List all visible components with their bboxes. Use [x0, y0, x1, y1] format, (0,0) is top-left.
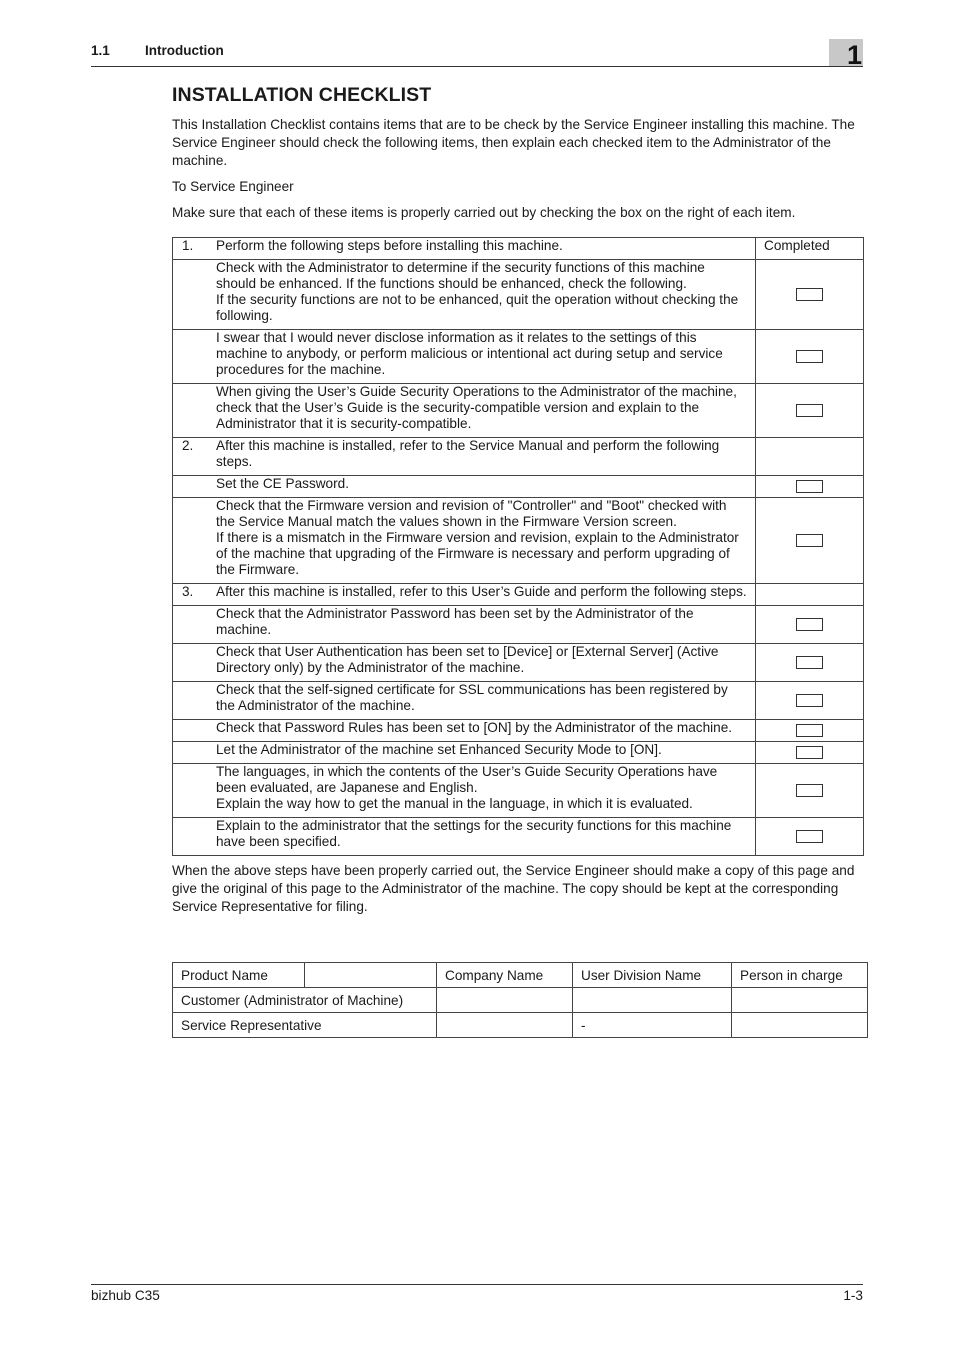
installation-checklist-table	[172, 237, 864, 856]
instruction-paragraph: Make sure that each of these items is properly carried out by checking the box on the right of each item.	[172, 205, 796, 220]
checklist-item-text: Check that the Firmware version and revision of "Controller" and "Boot" checked with the Service Manual match the values shown in the Firmware Version screen. If there is a mismatch in the Firmware version and revision, explain to the Administrator of the machine that upgrading of the Firmware is necessary and perform upgrading of the Firmware.	[216, 498, 739, 577]
checklist-item-cell	[173, 384, 756, 438]
checklist-item-cell	[173, 606, 756, 644]
checklist-item-text: I swear that I would never disclose information as it relates to the settings of this machine to anybody, or perform malicious or intentional act during setup and service procedures for the machine.	[216, 330, 723, 377]
completed-checkbox[interactable]	[796, 746, 823, 759]
table-row	[173, 742, 864, 764]
table-row	[173, 238, 864, 260]
product-name-label: Product Name	[173, 963, 305, 988]
intro-paragraph: This Installation Checklist contains items that are to be check by the Service Engineer installing this machine. The Service Engineer should check the following items, then explain each checked item to the Administrator of the machine.	[172, 117, 855, 168]
checklist-item-cell	[173, 742, 756, 764]
table-row	[173, 498, 864, 584]
completed-cell: Completed	[756, 238, 864, 260]
user-division-header: User Division Name	[573, 963, 732, 988]
checklist-item-text: When giving the User’s Guide Security Operations to the Administrator of the machine, check that the User’s Guide is the security-compatible version and explain to the Administrator that it is security-compatible.	[216, 384, 737, 431]
completed-checkbox[interactable]	[796, 784, 823, 797]
footer-page-number: 1-3	[843, 1288, 863, 1303]
completed-checkbox[interactable]	[796, 288, 823, 301]
table-row	[173, 764, 864, 818]
checklist-item-text: The languages, in which the contents of the User’s Guide Security Operations have been evaluated, are Japanese and English. Explain the way how to get the manual in the language, in which it is evaluated.	[216, 764, 718, 811]
service-rep-company-cell[interactable]	[437, 1013, 573, 1038]
completed-cell	[756, 720, 864, 742]
table-row	[173, 384, 864, 438]
completed-cell	[756, 330, 864, 384]
completed-cell	[756, 606, 864, 644]
checklist-item-cell	[173, 682, 756, 720]
checklist-item-cell	[173, 330, 756, 384]
checklist-item-text: Set the CE Password.	[216, 476, 349, 491]
signature-table	[172, 962, 868, 1038]
checklist-item-cell	[173, 498, 756, 584]
completed-checkbox[interactable]	[796, 830, 823, 843]
checklist-item-text: Explain to the administrator that the settings for the security functions for this machine have been specified.	[216, 818, 732, 849]
table-row	[173, 1013, 868, 1038]
table-row	[173, 988, 868, 1013]
completed-cell	[756, 644, 864, 682]
table-row	[173, 963, 868, 988]
checklist-item-cell	[173, 764, 756, 818]
chapter-number: 1	[846, 40, 862, 70]
checklist-item-text: After this machine is installed, refer to this User’s Guide and perform the following steps.	[216, 584, 747, 599]
completed-cell	[756, 742, 864, 764]
completed-cell	[756, 438, 864, 476]
checklist-item-text: Let the Administrator of the machine set Enhanced Security Mode to [ON].	[216, 742, 662, 757]
table-row	[173, 818, 864, 856]
service-rep-label: Service Representative	[173, 1013, 437, 1038]
table-row	[173, 682, 864, 720]
checklist-item-text: After this machine is installed, refer to the Service Manual and perform the following steps.	[216, 438, 720, 469]
to-engineer-label: To Service Engineer	[172, 179, 294, 194]
table-row	[173, 644, 864, 682]
completed-checkbox[interactable]	[796, 480, 823, 493]
customer-company-cell[interactable]	[437, 988, 573, 1013]
checklist-item-number: 2.	[182, 438, 194, 453]
completed-checkbox[interactable]	[796, 618, 823, 631]
service-rep-division-cell: -	[573, 1013, 732, 1038]
page-header	[91, 40, 863, 70]
completed-checkbox[interactable]	[796, 656, 823, 669]
checklist-item-cell	[173, 238, 756, 260]
completed-checkbox[interactable]	[796, 534, 823, 547]
completed-checkbox[interactable]	[796, 404, 823, 417]
completed-checkbox[interactable]	[796, 724, 823, 737]
completed-cell	[756, 584, 864, 606]
checklist-item-cell	[173, 818, 756, 856]
checklist-item-cell	[173, 644, 756, 682]
checklist-item-cell	[173, 260, 756, 330]
table-row	[173, 260, 864, 330]
completed-cell	[756, 818, 864, 856]
customer-label: Customer (Administrator of Machine)	[173, 988, 437, 1013]
page-footer	[91, 1284, 863, 1303]
checklist-item-cell	[173, 438, 756, 476]
page-title: INSTALLATION CHECKLIST	[172, 84, 432, 106]
completed-checkbox[interactable]	[796, 694, 823, 707]
table-row	[173, 438, 864, 476]
completed-cell	[756, 476, 864, 498]
footer-product: bizhub C35	[91, 1288, 160, 1303]
company-name-header: Company Name	[437, 963, 573, 988]
table-row	[173, 476, 864, 498]
checklist-item-cell	[173, 584, 756, 606]
checklist-item-cell	[173, 720, 756, 742]
completed-cell	[756, 764, 864, 818]
completed-cell	[756, 260, 864, 330]
person-in-charge-header: Person in charge	[732, 963, 868, 988]
checklist-item-text: Check that the self-signed certificate for SSL communications has been registered by the Administrator of the machine.	[216, 682, 728, 713]
checklist-item-number: 3.	[182, 584, 194, 599]
completed-cell	[756, 384, 864, 438]
completed-cell	[756, 498, 864, 584]
service-rep-person-cell[interactable]	[732, 1013, 868, 1038]
checklist-item-text: Check that the Administrator Password has been set by the Administrator of the machine.	[216, 606, 694, 637]
table-row	[173, 720, 864, 742]
section-number: 1.1	[91, 43, 110, 58]
completed-cell	[756, 682, 864, 720]
main-content	[172, 84, 864, 924]
after-steps-paragraph: When the above steps have been properly carried out, the Service Engineer should make a copy of this page and give the original of this page to the Administrator of the machine. The copy should be kept at the corresponding Service Representative for filing.	[172, 863, 855, 914]
checklist-item-text: Check that Password Rules has been set to [ON] by the Administrator of the machine.	[216, 720, 733, 735]
customer-division-cell[interactable]	[573, 988, 732, 1013]
customer-person-cell[interactable]	[732, 988, 868, 1013]
completed-checkbox[interactable]	[796, 350, 823, 363]
table-row	[173, 330, 864, 384]
section-title: Introduction	[145, 43, 224, 58]
table-row	[173, 584, 864, 606]
chapter-tab	[829, 39, 863, 70]
checklist-item-number: 1.	[182, 238, 194, 253]
checklist-item-text: Check with the Administrator to determine if the security functions of this machine should be enhanced. If the functions should be enhanced, check the following. If the security functions are not to be enhanced, quit the operation without checking the following.	[216, 260, 739, 323]
checklist-item-text: Check that User Authentication has been set to [Device] or [External Server] (Active Directory only) by the Administrator of the machine.	[216, 644, 719, 675]
checklist-item-text: Perform the following steps before installing this machine.	[216, 238, 563, 253]
checklist-item-cell	[173, 476, 756, 498]
product-name-value[interactable]	[305, 963, 437, 988]
table-row	[173, 606, 864, 644]
